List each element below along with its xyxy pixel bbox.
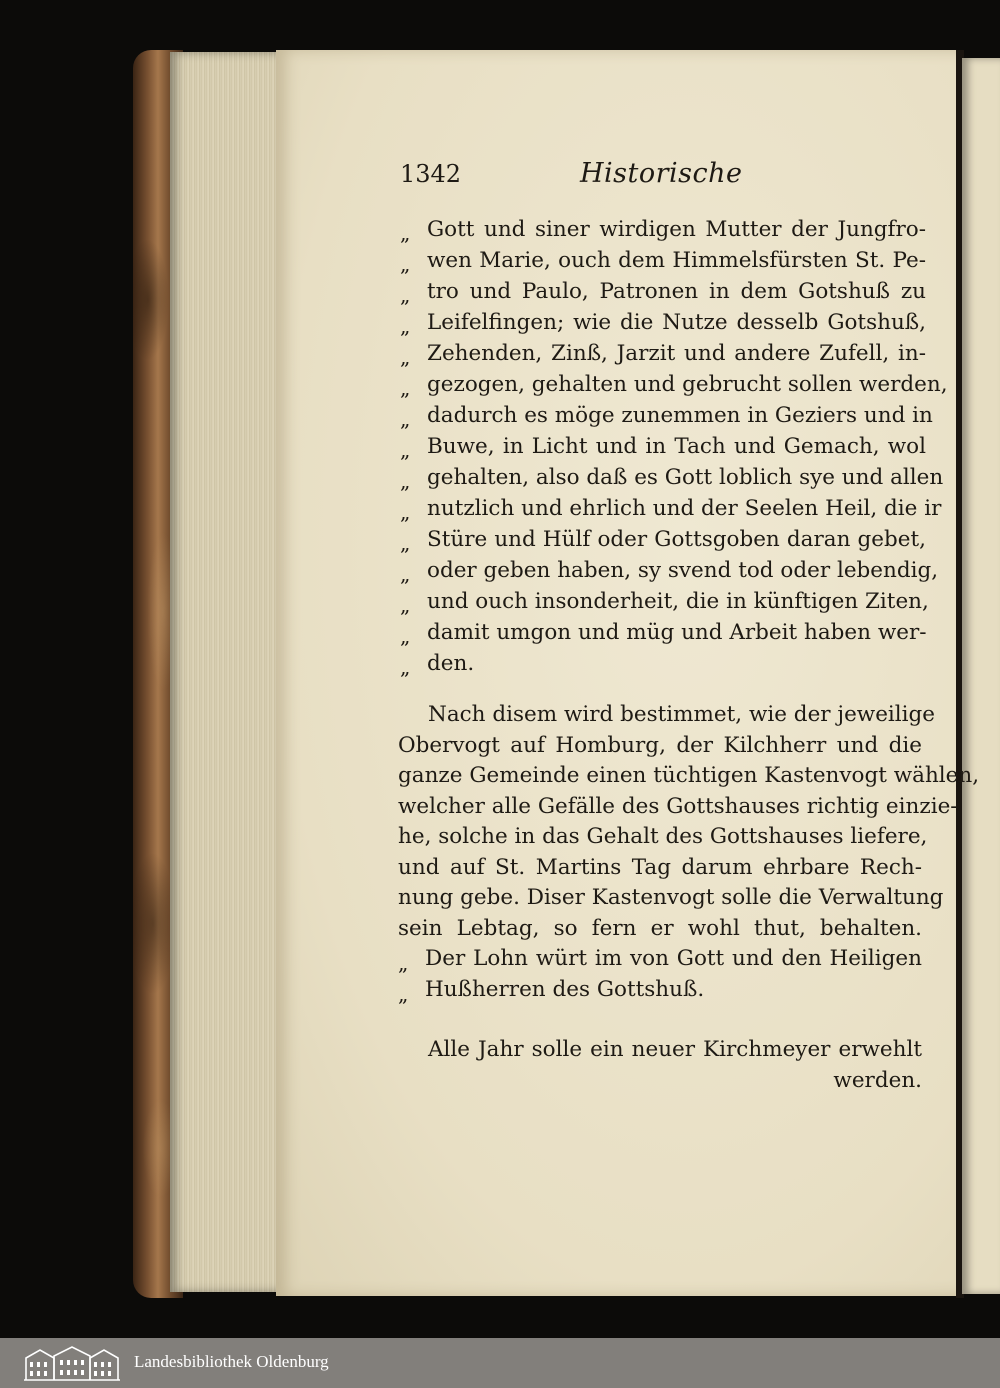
quote-line-text: gehalten, also daß es Gott loblich sye und allen [427,465,944,490]
quote-line [400,431,926,462]
quote-line [400,307,926,338]
quote-mark: „ [400,562,411,586]
paragraph-line-text: he, solche in das Gehalt des Gottshauses liefere, [398,824,928,849]
paragraph-line [398,853,922,884]
quote-line [400,617,926,648]
quote-line-text: Stüre und Hülf oder Gottsgoben daran gebet, [427,527,926,552]
paragraph-line [398,761,980,792]
quote-mark: „ [400,593,411,617]
quote-mark: „ [400,314,411,338]
quote-line-text: tro und Paulo, Patronen in dem Gotshuß zu [427,279,926,304]
paragraph-line-text: ganze Gemeinde einen tüchtigen Kastenvogt wählen, [398,763,980,788]
quote-line-text: Buwe, in Licht und in Tach und Gemach, wol [427,434,926,459]
quote-line-text: nutzlich und ehrlich und der Seelen Heil, die ir [427,496,942,521]
paragraph-line [398,883,944,914]
quote-mark: „ [400,438,411,462]
catchword: werden. [833,1067,922,1093]
paragraph-line-text: und auf St. Martins Tag darum ehrbare Rech- [398,854,922,880]
paragraph-line-text: Obervogt auf Homburg, der Kilchherr und die [398,732,922,758]
quote-line [400,369,948,400]
quote-mark: „ [400,283,411,307]
quote-line-text: und ouch insonderheit, die in künftigen Ziten, [427,589,929,614]
quote-line [400,462,944,493]
quote-mark: „ [400,407,411,431]
quote-line-text: oder geben haben, sy svend tod oder lebendig, [427,558,939,583]
quote-line-text: dadurch es möge zunemmen in Geziers und in [427,403,933,428]
page-edges [170,52,278,1292]
library-name: Landesbibliothek Oldenburg [134,1352,329,1371]
paragraph-line [398,914,922,945]
quote-line-text: Leifelfingen; wie die Nutze desselb Gotshuß, [427,310,926,335]
paragraph-line-text: nung gebe. Diser Kastenvogt solle die Verwaltung [398,885,944,910]
paragraph-line-text: Der Lohn würt im von Gott und den Heiligen [425,946,922,971]
quote-mark: „ [400,500,411,524]
paragraph-line [398,731,922,762]
quote-line-text: damit umgon und müg und Arbeit haben wer- [427,620,927,645]
library-footer [0,1338,1000,1388]
quote-line [400,338,926,369]
quote-line [400,524,926,555]
quote-line [400,493,942,524]
quote-mark: „ [400,221,411,245]
quote-line-text: Zehenden, Zinß, Jarzit und andere Zufell, in- [427,341,926,366]
quote-line [400,648,926,679]
quote-mark: „ [400,469,411,493]
paragraph-line [398,944,922,975]
quote-mark: „ [400,376,411,400]
quote-line-text: Gott und siner wirdigen Mutter der Jungfro- [427,217,926,242]
quote-line [400,276,926,307]
running-head: Historische [580,158,743,189]
quote-line [400,586,929,617]
quote-mark: „ [400,531,411,555]
paragraph-line: Alle Jahr solle ein neuer Kirchmeyer erwehlt [428,1037,922,1062]
quoted-passage [400,214,948,679]
quote-line [400,214,926,245]
paragraph-line-text: Nach disem wird bestimmet, wie der jeweilige [428,702,936,727]
paragraph-line-text: welcher alle Gefälle des Gottshauses richtig einzie- [398,793,958,819]
quote-line-text: wen Marie, ouch dem Himmelsfürsten St. Pe- [427,248,926,273]
quote-line [400,245,926,276]
paragraph-2 [398,1035,922,1096]
quote-mark: „ [400,252,411,276]
library-building-logo-icon [22,1344,122,1382]
page-header [400,160,920,200]
quote-line [400,555,939,586]
quote-mark: „ [400,345,411,369]
quote-mark: „ [398,951,409,975]
paragraph-line [398,822,928,853]
quote-mark: „ [398,981,409,1006]
paragraph-line [398,792,958,823]
next-page-edge [962,58,1000,1294]
paragraph-line-text: Hußherren des Gottshuß. [425,976,705,1002]
quote-line-text: den. [427,651,475,676]
page-number: 1342 [400,160,462,188]
paragraph-1 [398,700,980,1006]
paragraph-line [398,975,922,1006]
quote-mark: „ [400,655,411,679]
quote-mark: „ [400,624,411,648]
quote-line-text: gezogen, gehalten und gebrucht sollen werden, [427,372,948,397]
paragraph-line-text: sein Lebtag, so fern er wohl thut, behalten. [398,915,922,941]
paragraph-line [398,700,936,731]
quote-line [400,400,933,431]
